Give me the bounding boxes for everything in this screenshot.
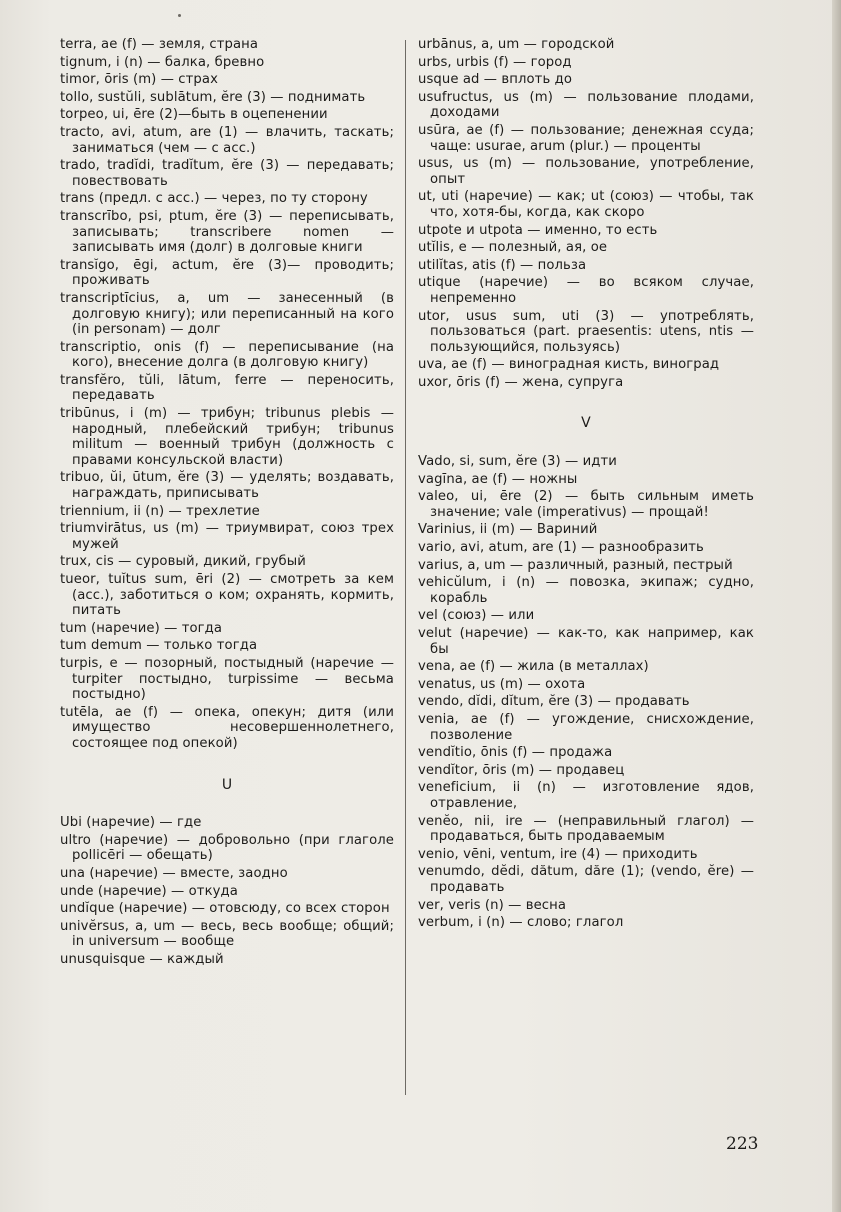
dictionary-entry: transĭgo, ēgi, actum, ĕre (3)— проводить; проживать — [60, 257, 394, 289]
dictionary-entry: verbum, i (n) — слово; глагол — [418, 915, 624, 931]
dictionary-entry: venio, vēni, ventum, ire (4) — приходить — [418, 846, 698, 862]
dictionary-entry: veneficium, ii (n) — изготовление ядов, отравление, — [418, 780, 754, 811]
print-speck — [178, 14, 181, 17]
dictionary-entry: usus, us (m) — пользование, употребление, опыт — [418, 156, 754, 187]
dictionary-entry: Ubi (наречие) — где — [60, 815, 202, 831]
dictionary-entry: transcriptīcius, a, um — занесенный (в долговую книгу); или переписанный на кого (in personam) — долг — [60, 290, 394, 338]
dictionary-entry: vendĭtor, ōris (m) — продавец — [418, 762, 625, 778]
dictionary-entry: utor, usus sum, uti (3) — употреблять, пользоваться (part. praesentis: utens, ntis — пользующийся, пользуясь) — [418, 308, 754, 355]
dictionary-entry: ut, uti (наречие) — как; ut (союз) — чтобы, так что, хотя-бы, когда, как скоро — [418, 189, 754, 220]
dictionary-entry: uxor, ōris (f) — жена, супруга — [418, 374, 624, 390]
dictionary-entry: venatus, us (m) — охота — [418, 676, 586, 692]
left-column — [60, 37, 394, 969]
dictionary-entry: vagīna, ae (f) — ножны — [418, 471, 578, 487]
dictionary-entry: triumvirātus, us (m) — триумвират, союз трех мужей — [60, 521, 394, 552]
dictionary-entry: tribūnus, i (m) — трибун; tribunus plebis —народный, плебейский трибун; tribunus militum — военный трибун (должность с правами консульской власти) — [60, 406, 394, 468]
dictionary-entry: valeo, ui, ēre (2) — быть сильным иметь значение; vale (imperativus) — прощай! — [418, 489, 754, 520]
dictionary-entry: varius, a, um — различный, разный, пестрый — [418, 557, 733, 573]
dictionary-entry: tueor, tuĭtus sum, ēri (2) — смотреть за кем (acc.), заботиться о ком; охранять, кормить, питать — [60, 572, 394, 619]
dictionary-entry: una (наречие) — вместе, заодно — [60, 865, 288, 881]
dictionary-entry: utpote и utpota — именно, то есть — [418, 222, 658, 238]
dictionary-entry: usūra, ae (f) — пользование; денежная ссуда; чаще: usurae, arum (plur.) — проценты — [418, 122, 754, 154]
dictionary-entry: Vado, si, sum, ĕre (3) — идти — [418, 454, 617, 470]
dictionary-entry: vendo, dĭdi, dĭtum, ĕre (3) — продавать — [418, 694, 690, 710]
dictionary-entry: usque ad — вплоть до — [418, 72, 573, 88]
dictionary-entry: unusquisque — каждый — [60, 951, 224, 967]
dictionary-entry: turpis, e — позорный, постыдный (наречие — turpiter постыдно, turpissime — весьма постыдно) — [60, 655, 394, 703]
dictionary-entry: triennium, ii (n) — трехлетие — [60, 503, 260, 519]
dictionary-entry: transcrībo, psi, ptum, ĕre (3) — переписывать, записывать; transcribere nomen — записывать имя (долг) в долговые книги — [60, 208, 394, 256]
dictionary-entry: tutēla, ae (f) — опека, опекун; дитя (или имущество несовершеннолетнего, состоящее под опекой) — [60, 704, 394, 751]
dictionary-entry: ultro (наречие) — добровольно (при глаголе pollicēri — обещать) — [60, 832, 394, 864]
page-number: 223 — [726, 1134, 759, 1154]
section-letter: V — [581, 415, 591, 432]
dictionary-entry: trado, tradĭdi, tradĭtum, ĕre (3) — передавать; повествовать — [60, 158, 394, 189]
dictionary-entry: trans (предл. с acc.) — через, по ту сторону — [60, 191, 368, 207]
dictionary-entry: venia, ae (f) — угождение, снисхождение, позволение — [418, 711, 754, 743]
dictionary-entry: tollo, sustŭli, sublātum, ĕre (3) — поднимать — [60, 89, 366, 105]
dictionary-entry: vena, ae (f) — жила (в металлах) — [418, 659, 649, 675]
dictionary-entry: velut (наречие) — как-то, как например, как бы — [418, 626, 754, 657]
dictionary-entry: vehicŭlum, i (n) — повозка, экипаж; судно, корабль — [418, 575, 754, 606]
column-divider — [405, 40, 406, 1095]
dictionary-entry: vario, avi, atum, are (1) — разнообразить — [418, 540, 704, 556]
dictionary-entry: ver, veris (n) — весна — [418, 897, 567, 913]
dictionary-entry: utique (наречие) — во всяком случае, непременно — [418, 275, 754, 306]
dictionary-entry: vel (союз) — или — [418, 608, 535, 624]
dictionary-entry: uva, ae (f) — виноградная кисть, виноград — [418, 357, 720, 373]
dictionary-entry: utĭlis, e — полезный, ая, ое — [418, 240, 608, 256]
page-edge — [832, 0, 841, 1212]
dictionary-entry: timor, ōris (m) — страх — [60, 72, 218, 88]
dictionary-entry: terra, ae (f) — земля, страна — [60, 37, 259, 52]
dictionary-entry: transcriptio, onis (f) — переписывание (на кого), внесение долга (в долговую книгу) — [60, 339, 394, 371]
dictionary-entry: usufructus, us (m) — пользование плодами, доходами — [418, 89, 754, 121]
dictionary-entry: trux, cis — суровый, дикий, грубый — [60, 554, 306, 570]
dictionary-entry: utilĭtas, atis (f) — польза — [418, 257, 587, 273]
dictionary-entry: unde (наречие) — откуда — [60, 883, 238, 899]
section-letter: U — [221, 776, 233, 793]
dictionary-entry: undĭque (наречие) — отовсюду, со всех сторон — [60, 901, 390, 917]
dictionary-entry: vendĭtio, ōnis (f) — продажа — [418, 745, 613, 761]
dictionary-entry: urbs, urbis (f) — город — [418, 54, 572, 70]
dictionary-entry: univĕrsus, a, um — весь, весь вообще; общий; in universum — вообще — [60, 918, 394, 950]
dictionary-entry: venumdo, dĕdi, dătum, dăre (1); (vendo, ĕre) — продавать — [418, 864, 754, 895]
dictionary-entry: tracto, avi, atum, are (1) — влачить, таскать; заниматься (чем — с acc.) — [60, 124, 394, 156]
dictionary-entry: transfĕro, tŭli, lātum, ferre — переносить, передавать — [60, 372, 394, 404]
dictionary-entry: Varinius, ii (m) — Вариний — [418, 522, 598, 538]
dictionary-entry: venĕo, nii, ire — (неправильный глагол) — продаваться, быть продаваемым — [418, 813, 754, 845]
dictionary-entry: tum demum — только тогда — [60, 638, 258, 654]
right-column — [418, 37, 754, 933]
dictionary-entry: torpeo, ui, ēre (2)—быть в оцепенении — [60, 107, 328, 123]
dictionary-entry: urbānus, a, um — городской — [418, 37, 615, 52]
dictionary-entry: tignum, i (n) — балка, бревно — [60, 54, 265, 70]
dictionary-entry: tribuo, ŭi, ūtum, ĕre (3) — уделять; воздавать, награждать, приписывать — [60, 470, 394, 502]
dictionary-entry: tum (наречие) — тогда — [60, 620, 223, 636]
